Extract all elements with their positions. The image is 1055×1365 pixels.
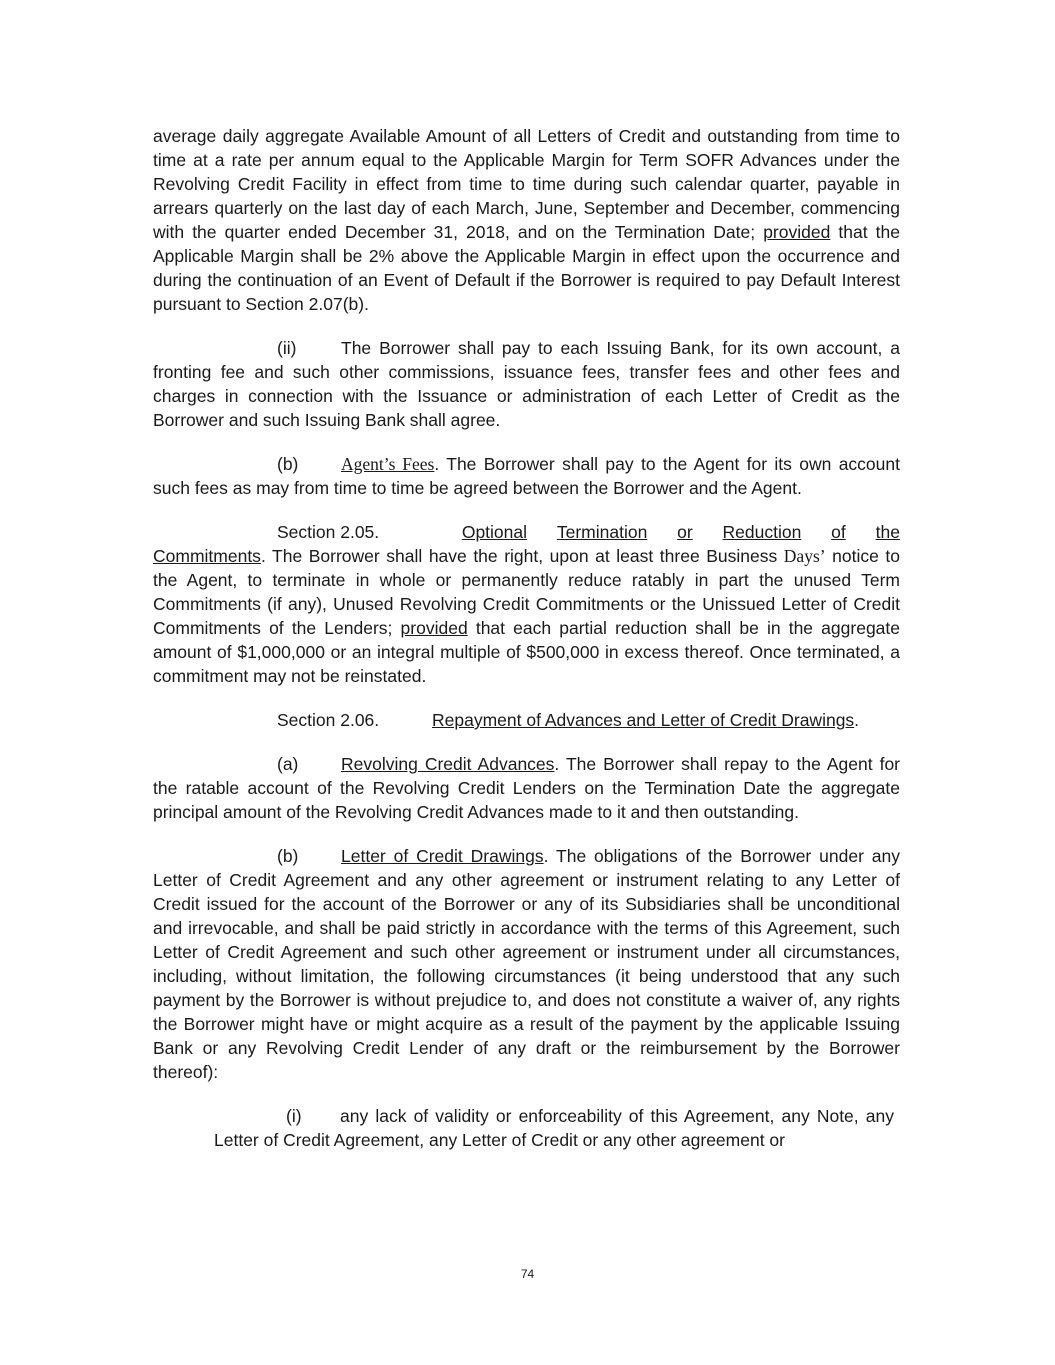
clause-heading: Agent’s Fees xyxy=(341,454,435,474)
heading-word: Optional xyxy=(461,522,528,542)
p4-text-b: notice to the Agent, to terminate in whole or permanently reduce ratably in part the unused Term Commitments (if any), Unused Revolving Credit Commitments or the Unissued Letter of Credit Commitments of the Lenders; xyxy=(153,546,900,638)
document-page xyxy=(153,124,900,1172)
clause-label: (a) xyxy=(277,754,299,774)
p8-text: any lack of validity or enforceability of this Agreement, any Note, any Letter of Credit Agreement, any Letter of Credit or any other agreement or xyxy=(214,1106,894,1150)
heading-word: the xyxy=(875,522,900,542)
clause-heading: Revolving Credit Advances xyxy=(341,754,555,774)
p4-text-c: that each partial reduction shall be in the aggregate amount of $1,000,000 or an integral multiple of $500,000 in excess thereof. Once terminated, a commitment may not be reinstated. xyxy=(153,618,901,686)
section-number: Section 2.05. xyxy=(277,522,380,542)
paragraph-fees-continued xyxy=(153,124,900,316)
heading-word: Reduction xyxy=(722,522,802,542)
section-heading-line xyxy=(153,520,900,544)
paragraph-lc-drawings xyxy=(153,844,900,1084)
section-2-05 xyxy=(153,520,900,688)
clause-label: (ii) xyxy=(277,338,297,358)
paragraph-agents-fees xyxy=(153,452,900,500)
heading-word: or xyxy=(677,522,693,542)
days-term: Days’ xyxy=(783,546,826,566)
heading-period: . xyxy=(854,710,860,730)
p3-text: . The Borrower shall pay to the Agent for its own account such fees as may from time to time be agreed between the Borrower and the Agent. xyxy=(153,454,900,498)
provided-term: provided xyxy=(763,222,831,242)
page-number: 74 xyxy=(520,1267,535,1281)
p1-tail: that the Applicable Margin shall be 2% above the Applicable Margin in effect upon the occurrence and during the continuation of an Event of Default if the Borrower is required to pay Default Interest pursuant to Section 2.07(b). xyxy=(153,222,900,314)
heading-word: of xyxy=(831,522,846,542)
heading-word: Termination xyxy=(556,522,648,542)
clause-label: (b) xyxy=(277,454,299,474)
paragraph-revolving-advances xyxy=(153,752,900,824)
section-heading: Repayment of Advances and Letter of Credit Drawings xyxy=(432,710,855,730)
section-2-06-heading xyxy=(153,708,900,732)
paragraph-optional-termination xyxy=(153,544,900,688)
clause-heading: Letter of Credit Drawings xyxy=(341,846,544,866)
p4-text-a: . The Borrower shall have the right, upon at least three Business xyxy=(260,546,784,566)
section-number: Section 2.06. xyxy=(277,710,380,730)
p7-text: . The obligations of the Borrower under any Letter of Credit Agreement and any other agreement or instrument relating to any Letter of Credit issued for the account of the Borrower or any of its Subsidiaries shall be unconditional and irrevocable, and shall be paid strictly in accordance with the terms of this Agreement, such Letter of Credit Agreement and such other agreement or instrument under all circumstances, including, without limitation, the following circumstances (it being understood that any such payment by the Borrower is without prejudice to, and does not constitute a waiver of, any rights the Borrower might have or might acquire as a result of the payment by the applicable Issuing Bank or any Revolving Credit Lender of any draft or the reimbursement by the Borrower thereof): xyxy=(153,846,900,1082)
paragraph-fronting-fee xyxy=(153,336,900,432)
clause-label: (i) xyxy=(286,1106,302,1126)
heading-tail: Commitments xyxy=(153,546,261,566)
p6-text: . The Borrower shall repay to the Agent for the ratable account of the Revolving Credit Lenders on the Termination Date the aggregate principal amount of the Revolving Credit Advances made to it and then outstanding. xyxy=(153,754,901,822)
provided-term: provided xyxy=(400,618,468,638)
paragraph-lack-of-validity xyxy=(214,1104,894,1152)
clause-label: (b) xyxy=(277,846,299,866)
p2-text: The Borrower shall pay to each Issuing Bank, for its own account, a fronting fee and such other commissions, issuance fees, transfer fees and other fees and charges in connection with the Issuance or administration of each Letter of Credit as the Borrower and such Issuing Bank shall agree. xyxy=(153,338,900,430)
p1-text: average daily aggregate Available Amount of all Letters of Credit and outstanding from time to time at a rate per annum equal to the Applicable Margin for Term SOFR Advances under the Revolving Credit Facility in effect from time to time during such calendar quarter, payable in arrears quarterly on the last day of each March, June, September and December, commencing with the quarter ended December 31, 2018, and on the Termination Date; xyxy=(153,126,900,242)
